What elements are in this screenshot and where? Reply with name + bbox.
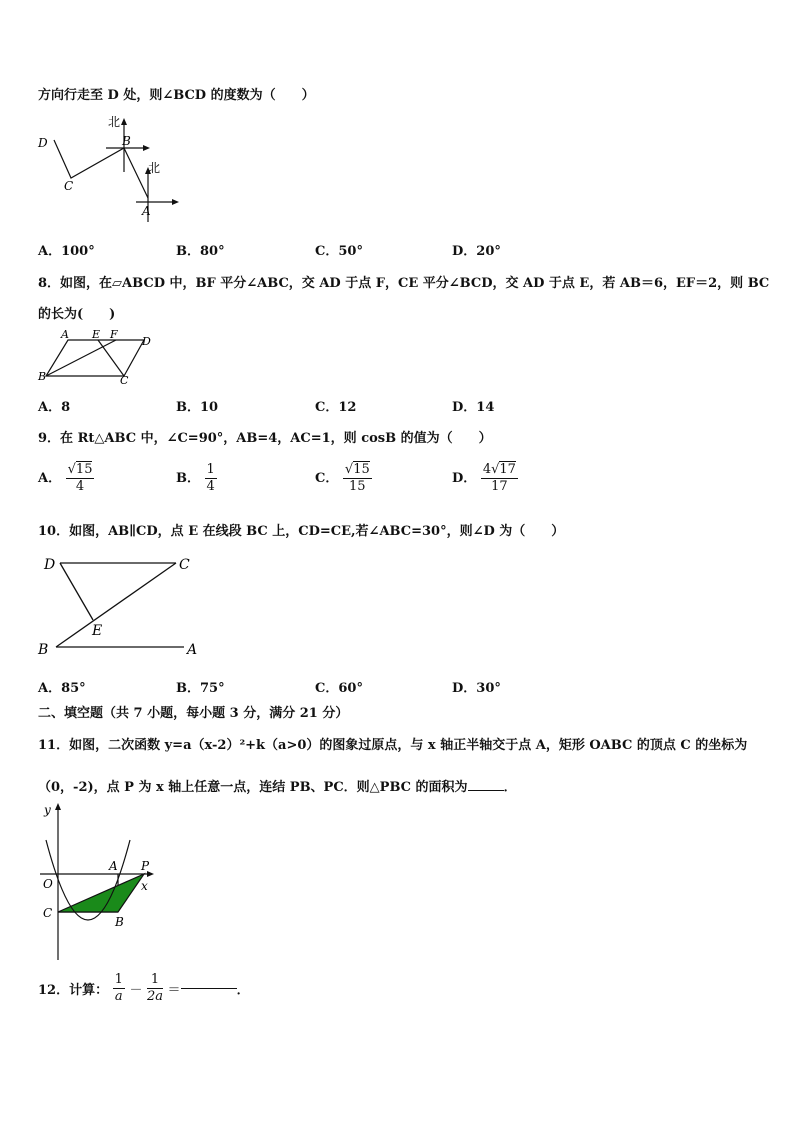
q7-label-b: B [122, 134, 131, 148]
q7-stem: 方向行走至 D 处，则∠BCD 的度数为（ ） [38, 88, 315, 103]
q7-label-a: A [142, 204, 151, 218]
q11-label-c: C [43, 906, 53, 920]
q12-fraction-1: $\frac{1}{a}$ [114, 972, 123, 1004]
q10-label-a: A [187, 642, 198, 658]
q10-option-b: B．75° [176, 681, 225, 696]
q11-figure [38, 800, 158, 969]
q8-figure [36, 328, 161, 392]
q7-option-d: D．20° [452, 244, 501, 259]
q9-option-a: A． $\frac{√15}{4}$ [38, 462, 93, 494]
q7-label-d: D [38, 136, 48, 150]
q9-option-b: B． $\frac{1}{4}$ [176, 462, 215, 494]
q9-option-c: C． $\frac{√15}{15}$ [315, 462, 370, 494]
q11-label-x: x [141, 879, 148, 893]
q10-stem: 10．如图，AB∥CD，点 E 在线段 BC 上，CD=CE,若∠ABC=30°，则∠D 为（ ） [38, 524, 565, 539]
q10-figure [36, 552, 206, 666]
q11-stem: 11．如图，二次函数 y=a（x-2）²+k（a>0）的图象过原点，与 x 轴正半轴交于点 A，矩形 OABC 的顶点 C 的坐标为 [38, 738, 748, 753]
q8-stem-2: 的长为( ) [38, 307, 116, 322]
q12-answer-blank[interactable] [181, 988, 237, 989]
q8-label-d: D [142, 335, 151, 348]
q9-option-d-fraction: $\frac{4√17}{17}$ [482, 462, 516, 494]
q9-option-a-fraction: $\frac{√15}{4}$ [67, 462, 93, 494]
q7-figure [36, 112, 186, 231]
q11-answer-blank[interactable] [468, 790, 504, 791]
q8-option-b: B．10 [176, 400, 219, 415]
q7-north-label-2: 北 [148, 161, 161, 175]
q8-label-c: C [120, 374, 129, 387]
q11-label-a: A [109, 859, 118, 873]
section-2-heading: 二、填空题（共 7 小题，每小题 3 分，满分 21 分） [38, 706, 349, 721]
q10-option-c: C．60° [315, 681, 363, 696]
q11-label-p: P [141, 859, 150, 873]
q8-option-a: A．8 [38, 400, 71, 415]
q10-label-e: E [92, 623, 103, 639]
q10-label-d: D [44, 557, 56, 573]
q8-option-c: C．12 [315, 400, 357, 415]
q10-option-d: D．30° [452, 681, 501, 696]
q9-stem: 9．在 Rt△ABC 中，∠C=90°，AB=4，AC=1，则 cosB 的值为（ ） [38, 431, 492, 446]
q11-label-b: B [115, 915, 124, 929]
q7-option-c: C．50° [315, 244, 363, 259]
q8-label-f: F [110, 328, 118, 341]
q12-line: 12．计算： $\frac{1}{a}$ － $\frac{1}{2a}$ ＝ ． [38, 972, 250, 1004]
q10-label-c: C [179, 557, 190, 573]
q10-label-b: B [38, 642, 49, 658]
q11-label-o: O [43, 877, 53, 891]
q7-option-b: B．80° [176, 244, 225, 259]
q11-label-y: y [44, 803, 51, 817]
q9-option-c-fraction: $\frac{√15}{15}$ [344, 462, 370, 494]
q9-option-b-fraction: $\frac{1}{4}$ [206, 462, 215, 494]
q8-option-d: D．14 [452, 400, 495, 415]
q9-option-d: D． $\frac{4√17}{17}$ [452, 462, 516, 494]
q7-option-a: A．100° [38, 244, 95, 259]
q12-fraction-2: $\frac{1}{2a}$ [146, 972, 164, 1004]
q8-label-b: B [38, 370, 47, 383]
q8-label-a: A [61, 328, 69, 341]
q7-north-label-1: 北 [108, 115, 121, 129]
q11-stem-2: （0，-2)，点 P 为 x 轴上任意一点，连结 PB、PC．则△PBC 的面积为 ． [38, 780, 517, 795]
q8-stem: 8．如图，在▱ABCD 中，BF 平分∠ABC，交 AD 于点 F，CE 平分∠BCD，交 AD 于点 E，若 AB＝6，EF＝2，则 BC [38, 276, 770, 291]
q8-label-e: E [92, 328, 101, 341]
q10-option-a: A．85° [38, 681, 86, 696]
q7-label-c: C [64, 179, 74, 193]
